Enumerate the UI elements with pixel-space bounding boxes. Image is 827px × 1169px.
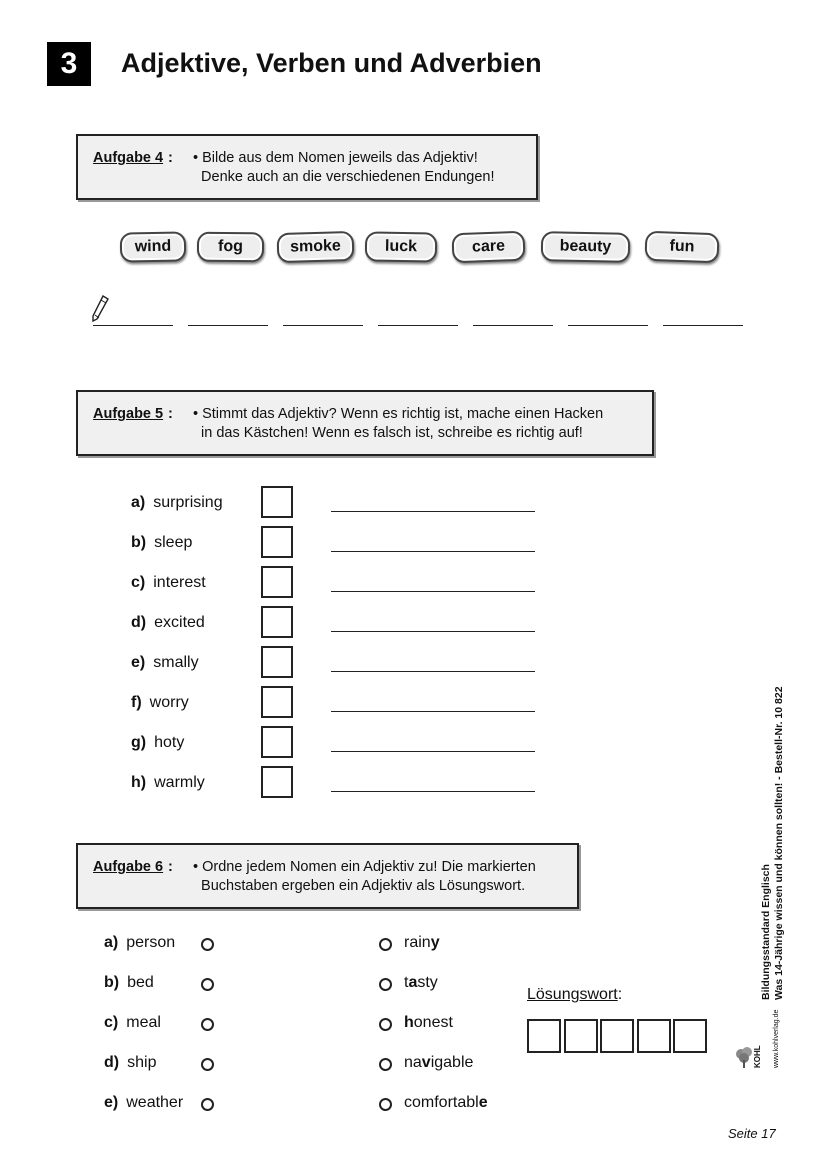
- answer-line[interactable]: [93, 325, 173, 326]
- adjective-part: sty: [417, 974, 438, 991]
- publisher-name: KOHL: [753, 1045, 762, 1068]
- check-box[interactable]: [261, 566, 293, 598]
- solution-label-text: Lösungswort: [527, 986, 618, 1003]
- solution-box[interactable]: [527, 1019, 561, 1053]
- noun-circle[interactable]: [201, 1018, 214, 1031]
- task4-label: Aufgabe 4: [93, 150, 164, 166]
- noun-item: [104, 1054, 156, 1072]
- item-word: bed: [127, 974, 154, 991]
- noun-circle[interactable]: [201, 1058, 214, 1071]
- solution-box[interactable]: [600, 1019, 634, 1053]
- adjective-part: igable: [430, 1054, 474, 1071]
- check-box[interactable]: [261, 686, 293, 718]
- solution-colon: :: [617, 986, 623, 1003]
- item-letter: c): [131, 574, 146, 591]
- correction-line[interactable]: [331, 511, 535, 512]
- marked-letter: v: [421, 1054, 431, 1071]
- page-title: Adjektive, Verben und Adverbien: [121, 48, 542, 78]
- item-word: ship: [127, 1054, 157, 1071]
- adjective-part: na: [404, 1054, 422, 1071]
- adjective-item: [404, 974, 438, 992]
- marked-letter: e: [478, 1094, 488, 1111]
- task5-label: Aufgabe 5: [93, 406, 164, 422]
- item-word: interest: [153, 574, 206, 591]
- page-number: Seite 17: [728, 1126, 776, 1141]
- check-box[interactable]: [261, 766, 293, 798]
- adjective-item: [404, 934, 440, 952]
- item-letter: b): [104, 974, 120, 991]
- item-letter: f): [131, 694, 142, 711]
- sidebar-series-title: Bildungsstandard Englisch: [760, 864, 772, 1000]
- task5-item: [131, 494, 223, 512]
- correction-line[interactable]: [331, 551, 535, 552]
- pencil-icon: [90, 294, 110, 324]
- check-box[interactable]: [261, 646, 293, 678]
- item-letter: e): [104, 1094, 119, 1111]
- word-tile: fog: [197, 232, 264, 263]
- task5-instruction: • Stimmt das Adjektiv? Wenn es richtig ist, mache einen Hacken in das Kästchen! Wenn es falsch ist, schreibe es richtig auf!: [193, 406, 604, 441]
- item-word: worry: [149, 694, 189, 711]
- item-word: sleep: [154, 534, 193, 551]
- word-tile: fun: [644, 231, 719, 264]
- word-tile: luck: [365, 231, 438, 262]
- publisher-url: www.kohlverlag.de: [773, 1009, 780, 1068]
- item-word: excited: [154, 614, 205, 631]
- check-box[interactable]: [261, 526, 293, 558]
- task5-item: [131, 774, 205, 792]
- task6-box: [76, 843, 579, 909]
- correction-line[interactable]: [331, 631, 535, 632]
- check-box[interactable]: [261, 726, 293, 758]
- item-word: surprising: [153, 494, 223, 511]
- adjective-circle[interactable]: [379, 978, 392, 991]
- adjective-part: comfortabl: [404, 1094, 479, 1111]
- word-tile: beauty: [541, 231, 631, 263]
- task5-item: [131, 574, 206, 592]
- adjective-item: [404, 1094, 488, 1112]
- task5-colon: :: [168, 406, 173, 422]
- task5-item: [131, 734, 184, 752]
- adjective-circle[interactable]: [379, 938, 392, 951]
- adjective-part: rain: [404, 934, 431, 951]
- item-letter: e): [131, 654, 146, 671]
- task6-instruction: • Ordne jedem Nomen ein Adjektiv zu! Die markierten Buchstaben ergeben ein Adjektiv als Lösungswort.: [193, 859, 536, 894]
- adjective-circle[interactable]: [379, 1098, 392, 1111]
- tree-logo-icon: [735, 1044, 753, 1070]
- task5-box: [76, 390, 654, 456]
- adjective-circle[interactable]: [379, 1058, 392, 1071]
- adjective-part: t: [404, 974, 409, 991]
- item-word: weather: [126, 1094, 184, 1111]
- answer-line[interactable]: [568, 325, 648, 326]
- item-letter: h): [131, 774, 147, 791]
- answer-line[interactable]: [473, 325, 553, 326]
- task6-label: Aufgabe 6: [93, 859, 164, 875]
- item-letter: d): [104, 1054, 120, 1071]
- task5-item: [131, 534, 192, 552]
- task5-item: [131, 694, 189, 712]
- task4-box: [76, 134, 538, 200]
- solution-box[interactable]: [673, 1019, 707, 1053]
- answer-line[interactable]: [378, 325, 458, 326]
- solution-box[interactable]: [637, 1019, 671, 1053]
- item-word: meal: [126, 1014, 161, 1031]
- adjective-item: [404, 1054, 473, 1072]
- answer-line[interactable]: [663, 325, 743, 326]
- task4-instruction: • Bilde aus dem Nomen jeweils das Adjektiv! Denke auch an die verschiedenen Endungen!: [193, 150, 495, 185]
- item-word: hoty: [154, 734, 185, 751]
- correction-line[interactable]: [331, 671, 535, 672]
- noun-circle[interactable]: [201, 938, 214, 951]
- item-letter: b): [131, 534, 147, 551]
- adjective-part: onest: [413, 1014, 453, 1031]
- task5-item: [131, 614, 205, 632]
- task4-colon: :: [168, 150, 173, 166]
- item-letter: a): [104, 934, 119, 951]
- correction-line[interactable]: [331, 711, 535, 712]
- noun-item: [104, 934, 175, 952]
- noun-item: [104, 1014, 161, 1032]
- noun-circle[interactable]: [201, 1098, 214, 1111]
- item-word: smally: [153, 654, 199, 671]
- item-word: warmly: [154, 774, 205, 791]
- solution-label: [527, 986, 622, 1004]
- correction-line[interactable]: [331, 751, 535, 752]
- task6-colon: :: [168, 859, 173, 875]
- check-box[interactable]: [261, 486, 293, 518]
- noun-item: [104, 974, 154, 992]
- word-tile: care: [451, 231, 525, 264]
- item-letter: a): [131, 494, 146, 511]
- solution-box[interactable]: [564, 1019, 598, 1053]
- item-letter: d): [131, 614, 147, 631]
- sidebar-subtitle: Was 14-Jährige wissen und können sollten! - Bestell-Nr. 10 822: [773, 686, 785, 1000]
- answer-line[interactable]: [188, 325, 268, 326]
- adjective-circle[interactable]: [379, 1018, 392, 1031]
- marked-letter: h: [404, 1014, 414, 1031]
- word-tile: wind: [120, 231, 187, 262]
- answer-line[interactable]: [283, 325, 363, 326]
- item-letter: c): [104, 1014, 119, 1031]
- word-tile: smoke: [277, 231, 355, 263]
- noun-item: [104, 1094, 183, 1112]
- task5-item: [131, 654, 199, 672]
- item-letter: g): [131, 734, 147, 751]
- noun-circle[interactable]: [201, 978, 214, 991]
- marked-letter: y: [430, 934, 440, 951]
- check-box[interactable]: [261, 606, 293, 638]
- adjective-item: [404, 1014, 453, 1032]
- marked-letter: a: [408, 974, 418, 991]
- item-word: person: [126, 934, 176, 951]
- chapter-number: 3: [47, 42, 91, 86]
- correction-line[interactable]: [331, 791, 535, 792]
- correction-line[interactable]: [331, 591, 535, 592]
